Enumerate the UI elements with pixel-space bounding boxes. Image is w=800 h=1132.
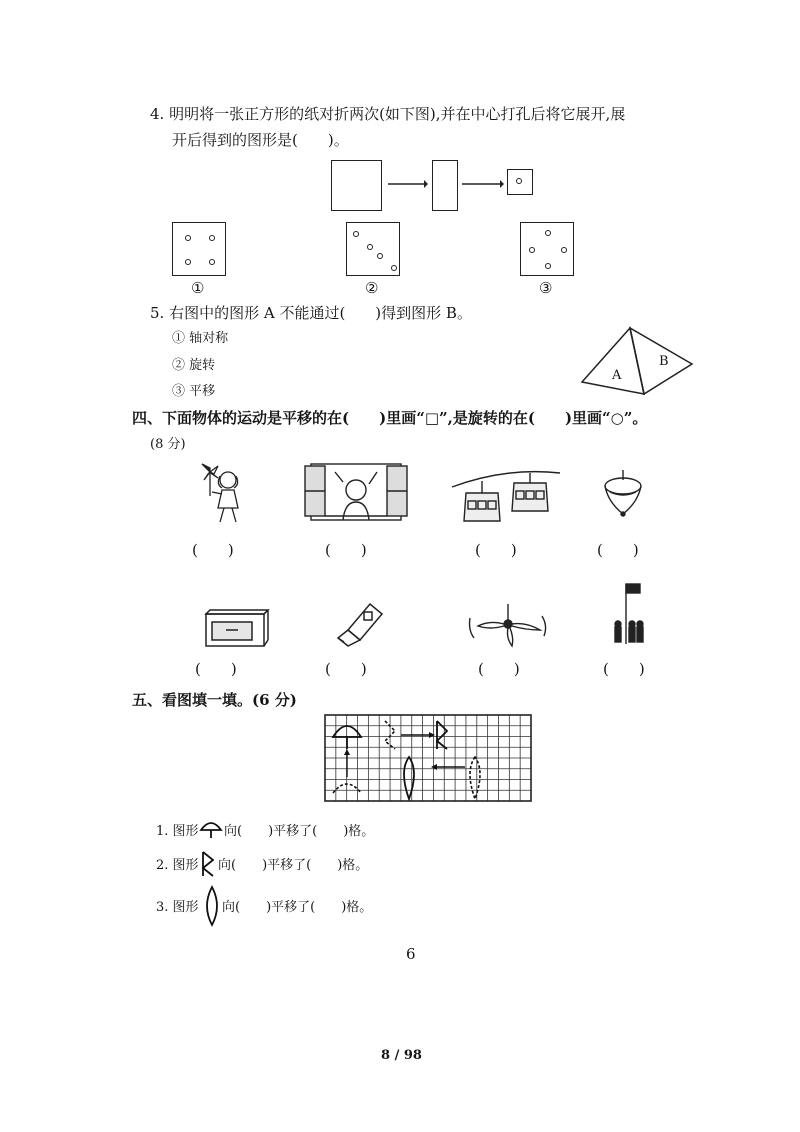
hole (185, 259, 191, 265)
hole (377, 253, 383, 259)
s5-q1-prefix: 1. 图形 (156, 824, 199, 839)
stapler-icon (334, 600, 386, 648)
hole (545, 230, 551, 236)
q4-text-line2: 开后得到的图形是( )。 (172, 131, 349, 149)
answer-blank-cable-car[interactable]: ( ) (475, 541, 517, 559)
ceiling-fan-icon (468, 604, 548, 650)
lens-icon (204, 886, 220, 926)
fold-arrow-1 (388, 178, 428, 190)
q4-option-3-figure[interactable] (520, 222, 574, 276)
page-counter: 8 / 98 (381, 1048, 422, 1063)
lens-shape-moved (470, 757, 480, 799)
answer-blank-stapler[interactable]: ( ) (325, 660, 367, 678)
page-number: 6 (406, 945, 416, 963)
section4-title: 四、下面物体的运动是平移的在( )里画“□”,是旋转的在( )里画“○”。 (132, 409, 648, 427)
s5-q3-suffix[interactable]: 向( )平移了( )格。 (222, 900, 373, 915)
q4-option-3-label: ③ (539, 279, 553, 297)
folded-twice-paper (507, 169, 533, 195)
drawer-icon (200, 608, 270, 650)
figure-a-label: A (612, 368, 622, 383)
hole (391, 265, 397, 271)
answer-blank-sliding-window[interactable]: ( ) (325, 541, 367, 559)
q4-text-line1: 4. 明明将一张正方形的纸对折两次(如下图),并在中心打孔后将它展开,展 (150, 105, 626, 123)
answer-blank-ceiling-fan[interactable]: ( ) (478, 660, 520, 678)
spinning-top-icon (602, 470, 644, 518)
pinwheel-girl-icon (196, 462, 246, 528)
s5-q2-suffix[interactable]: 向( )平移了( )格。 (218, 858, 369, 873)
zigzag-icon (200, 850, 216, 878)
q4-option-1-label: ① (191, 279, 205, 297)
s5-q2-prefix: 2. 图形 (156, 858, 199, 873)
figure-b-label: B (659, 354, 669, 369)
umbrella-icon (200, 818, 222, 840)
hole (353, 231, 359, 237)
answer-blank-spinning-top[interactable]: ( ) (597, 541, 639, 559)
hole (185, 235, 191, 241)
q5-option-3[interactable]: ③ 平移 (172, 384, 216, 399)
q4-option-1-figure[interactable] (172, 222, 226, 276)
sliding-window-icon (305, 462, 407, 524)
hole (367, 244, 373, 250)
s5-q1-suffix[interactable]: 向( )平移了( )格。 (224, 824, 375, 839)
answer-blank-flag-raising[interactable]: ( ) (603, 660, 645, 678)
hole (545, 263, 551, 269)
hole (209, 235, 215, 241)
hole (529, 247, 535, 253)
answer-blank-pinwheel-girl[interactable]: ( ) (192, 541, 234, 559)
punch-hole (516, 178, 522, 184)
hole (209, 259, 215, 265)
section5-title: 五、看图填一填。(6 分) (132, 691, 297, 709)
s5-q3-prefix: 3. 图形 (156, 900, 199, 915)
cable-car-icon (452, 463, 560, 525)
translation-grid (325, 715, 531, 801)
lens-shape-original (404, 757, 414, 799)
q5-option-1[interactable]: ① 轴对称 (172, 331, 229, 346)
q4-option-2-figure[interactable] (346, 222, 400, 276)
unfolded-square-paper (331, 160, 382, 211)
section4-points: (8 分) (150, 437, 186, 452)
triangles-ab-figure (580, 326, 700, 398)
fold-arrow-2 (462, 178, 504, 190)
hole (561, 247, 567, 253)
zigzag-shape-original (437, 721, 447, 749)
q5-text: 5. 右图中的图形 A 不能通过( )得到图形 B。 (150, 304, 472, 322)
q4-option-2-label: ② (365, 279, 379, 297)
answer-blank-drawer[interactable]: ( ) (195, 660, 237, 678)
q5-option-2[interactable]: ② 旋转 (172, 358, 216, 373)
flag-raising-icon (612, 584, 652, 646)
folded-once-paper (432, 160, 458, 211)
